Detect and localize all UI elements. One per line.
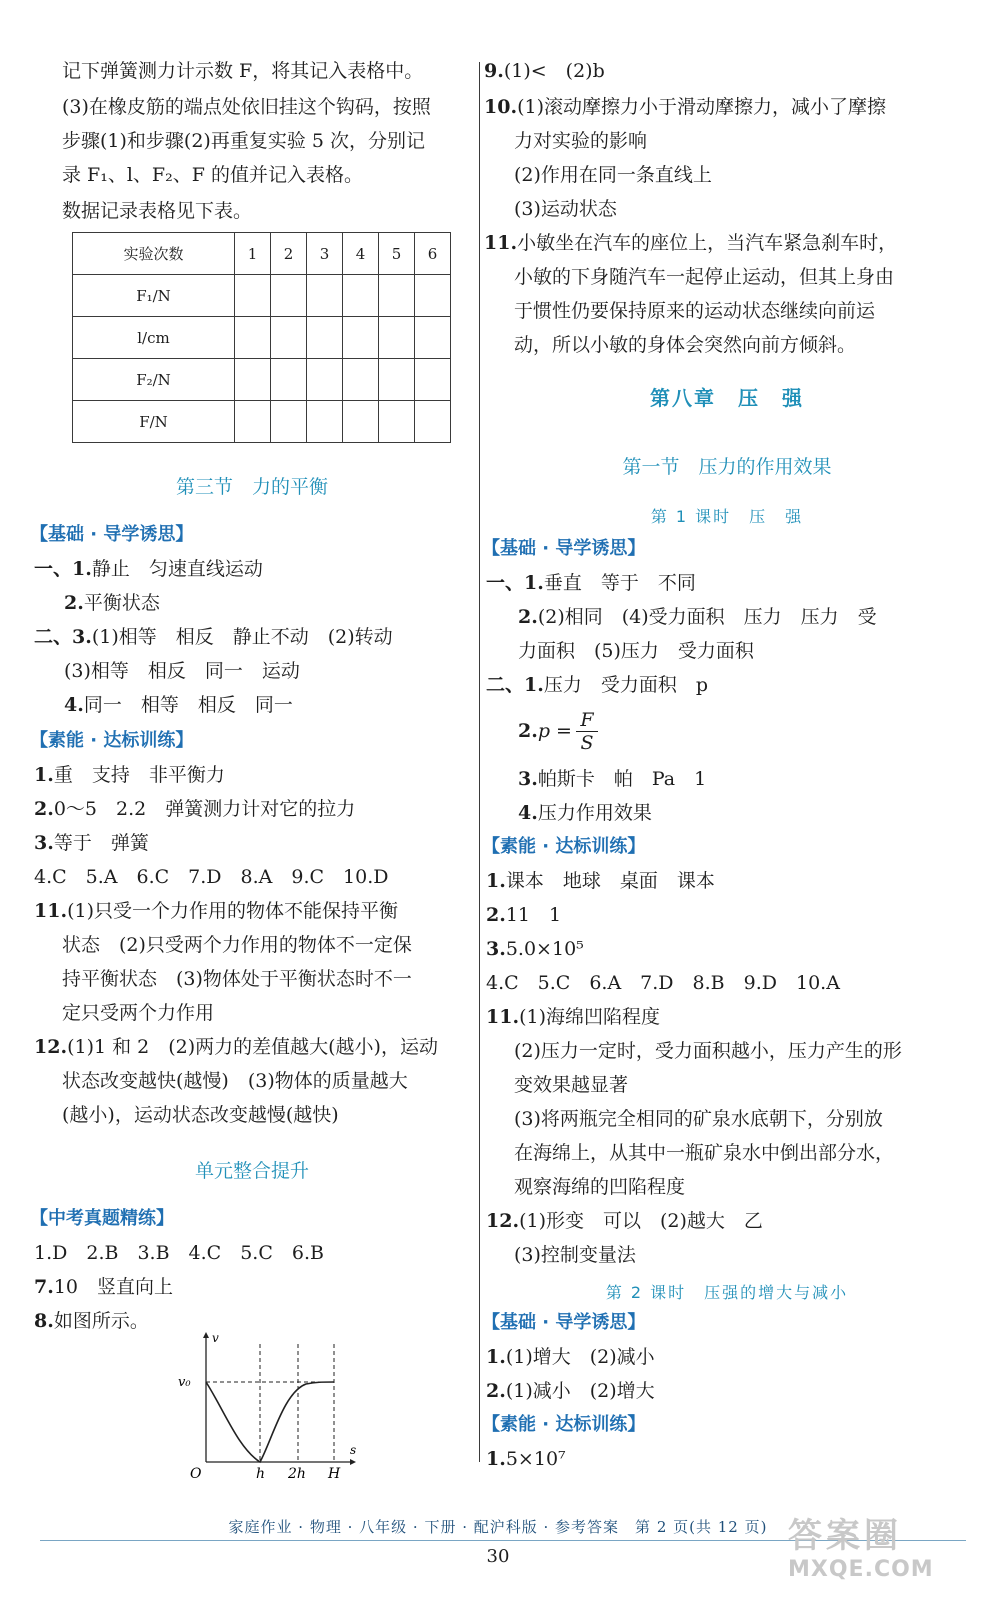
answer-line: 11.(1)只受一个力作用的物体不能保持平衡 [34, 900, 398, 922]
answer-line: 11.小敏坐在汽车的座位上，当汽车紧急刹车时， [484, 232, 898, 254]
answer-line: 2.(1)减小 (2)增大 [486, 1380, 655, 1402]
section-tag: 【基础 · 导学诱思】 [30, 524, 194, 545]
answer-line: (3)运动状态 [514, 198, 617, 220]
formula-number: 2. [518, 720, 538, 742]
intro-line: 记下弹簧测力计示数 F，将其记入表格中。 [62, 60, 424, 82]
table-row [73, 275, 451, 317]
section-title: 第一节 压力的作用效果 [622, 456, 832, 478]
s-axis-arrow-icon [350, 1459, 356, 1465]
graph-axis-s-label: s [350, 1443, 357, 1457]
graph-h-label: h [256, 1466, 266, 1480]
table-header-cell: 实验次数 [73, 233, 235, 275]
answer-line: 1.重 支持 非平衡力 [34, 764, 225, 786]
pressure-formula [518, 706, 598, 756]
watermark-title: 答案圈 [788, 1516, 902, 1556]
answer-line: 观察海绵的凹陷程度 [514, 1176, 686, 1198]
answer-line: 9.(1)< (2)b [484, 60, 605, 82]
answer-line: 定只受两个力作用 [62, 1002, 215, 1024]
answer-line: 动，所以小敏的身体会突然向前方倾斜。 [514, 334, 857, 356]
answer-line: 8.如图所示。 [34, 1310, 149, 1332]
answer-line: (3)将两瓶完全相同的矿泉水底朝下，分别放 [514, 1108, 883, 1130]
intro-line: 步骤(1)和步骤(2)再重复实验 5 次，分别记 [62, 130, 425, 152]
table-row-label: l/cm [73, 317, 235, 359]
table-row [73, 359, 451, 401]
intro-line: 数据记录表格见下表。 [62, 200, 253, 222]
watermark-logo [788, 1508, 978, 1592]
v-axis-arrow-icon [203, 1332, 209, 1338]
answer-line: 力对实验的影响 [514, 130, 648, 152]
answer-line: 状态 (2)只受两个力作用的物体不一定保 [62, 934, 412, 956]
answer-line: 在海绵上，从其中一瓶矿泉水中倒出部分水， [514, 1142, 895, 1164]
answer-line: 1.课本 地球 桌面 课本 [486, 870, 715, 892]
answer-line: 2.0～5 2.2 弹簧测力计对它的拉力 [34, 798, 356, 820]
answer-line: 12.(1)形变 可以 (2)越大 乙 [486, 1210, 763, 1232]
velocity-curve [206, 1382, 334, 1462]
table-header-cell: 2 [271, 233, 307, 275]
answer-line: 1.(1)增大 (2)减小 [486, 1346, 655, 1368]
answer-line: 7.10 竖直向上 [34, 1276, 174, 1298]
answer-line: 1.D 2.B 3.B 4.C 5.C 6.B [34, 1242, 324, 1264]
chapter-title: 第八章 压 强 [650, 386, 804, 410]
answer-line: 2.平衡状态 [64, 592, 160, 614]
table-row-label: F₁/N [73, 275, 235, 317]
table-row [73, 401, 451, 443]
answer-line: (2)作用在同一条直线上 [514, 164, 712, 186]
data-record-table [72, 232, 451, 443]
formula-fraction [576, 709, 598, 754]
formula-numerator: F [580, 708, 594, 731]
section-tag: 【素能 · 达标训练】 [482, 836, 646, 857]
column-divider [479, 62, 480, 1462]
graph-2h-label: 2h [288, 1466, 306, 1480]
graph-axis-v-label: v [212, 1331, 219, 1345]
section-title: 第三节 力的平衡 [175, 476, 328, 498]
answer-line: 变效果越显著 [514, 1074, 629, 1096]
answer-line: 3.等于 弹簧 [34, 832, 149, 854]
intro-line: (3)在橡皮筋的端点处依旧挂这个钩码，按照 [62, 96, 431, 118]
section-tag: 【素能 · 达标训练】 [482, 1414, 646, 1435]
answer-line: 二、3.(1)相等 相反 静止不动 (2)转动 [34, 626, 393, 648]
lesson-title: 第 1 课时 压 强 [650, 507, 804, 526]
lesson-title: 第 2 课时 压强的增大与减小 [605, 1283, 849, 1302]
answer-line: 二、1.压力 受力面积 p [486, 674, 709, 696]
page-number: 30 [486, 1546, 510, 1567]
answer-line: 4.C 5.C 6.A 7.D 8.B 9.D 10.A [486, 972, 840, 994]
page-footer: 家庭作业 · 物理 · 八年级 · 下册 · 配沪科版 · 参考答案 第 2 页(共 12 页) [228, 1518, 768, 1536]
answer-line: 4.压力作用效果 [518, 802, 652, 824]
graph-origin-label: O [190, 1466, 202, 1480]
answer-line: 2.11 1 [486, 904, 562, 926]
table-header-cell: 5 [379, 233, 415, 275]
table-header-cell: 3 [307, 233, 343, 275]
section-tag: 【素能 · 达标训练】 [30, 730, 194, 751]
answer-line: 于惯性仍要保持原来的运动状态继续向前运 [514, 300, 876, 322]
answer-line: 持平衡状态 (3)物体处于平衡状态时不一 [62, 968, 412, 990]
answer-line: 3.5.0×10⁵ [486, 938, 584, 960]
table-header-cell: 4 [343, 233, 379, 275]
table-header-row [73, 233, 451, 275]
table-row-label: F₂/N [73, 359, 235, 401]
answer-line: (越小)，运动状态改变越慢(越快) [62, 1104, 339, 1126]
section-tag: 【基础 · 导学诱思】 [482, 1312, 646, 1333]
velocity-graph [172, 1330, 362, 1480]
answer-line: (3)相等 相反 同一 运动 [64, 660, 300, 682]
answer-line: 10.(1)滚动摩擦力小于滑动摩擦力，减小了摩擦 [484, 96, 886, 118]
answer-line: 12.(1)1 和 2 (2)两力的差值越大(越小)，运动 [34, 1036, 438, 1058]
graph-v0-label: v₀ [178, 1375, 191, 1390]
section-tag: 【中考真题精练】 [30, 1208, 174, 1229]
table-row [73, 317, 451, 359]
answer-line: 4.C 5.A 6.C 7.D 8.A 9.C 10.D [34, 866, 389, 888]
answer-line: 11.(1)海绵凹陷程度 [486, 1006, 660, 1028]
graph-H-label: H [328, 1466, 341, 1480]
answer-line: 一、1.垂直 等于 不同 [486, 572, 696, 594]
table-header-cell: 1 [235, 233, 271, 275]
answer-line: 3.帕斯卡 帕 Pa 1 [518, 768, 707, 790]
watermark-url: MXQE.COM [788, 1557, 934, 1582]
answer-line: 4.同一 相等 相反 同一 [64, 694, 293, 716]
answer-line: 小敏的下身随汽车一起停止运动，但其上身由 [514, 266, 895, 288]
answer-line: (2)压力一定时，受力面积越小，压力产生的形 [514, 1040, 902, 1062]
answer-line: 一、1.静止 匀速直线运动 [34, 558, 263, 580]
table-row-label: F/N [73, 401, 235, 443]
answer-line: 1.5×10⁷ [486, 1448, 566, 1470]
answer-line: 2.(2)相同 (4)受力面积 压力 压力 受 [518, 606, 877, 628]
unit-title: 单元整合提升 [194, 1160, 309, 1182]
answer-line: (3)控制变量法 [514, 1244, 636, 1266]
answer-line: 力面积 (5)压力 受力面积 [518, 640, 754, 662]
intro-line: 录 F₁、l、F₂、F 的值并记入表格。 [62, 164, 363, 186]
formula-denominator: S [580, 731, 594, 754]
table-header-cell: 6 [415, 233, 451, 275]
answer-line: 状态改变越快(越慢) (3)物体的质量越大 [62, 1070, 408, 1092]
section-tag: 【基础 · 导学诱思】 [482, 538, 646, 559]
formula-lhs: p = [537, 720, 572, 742]
